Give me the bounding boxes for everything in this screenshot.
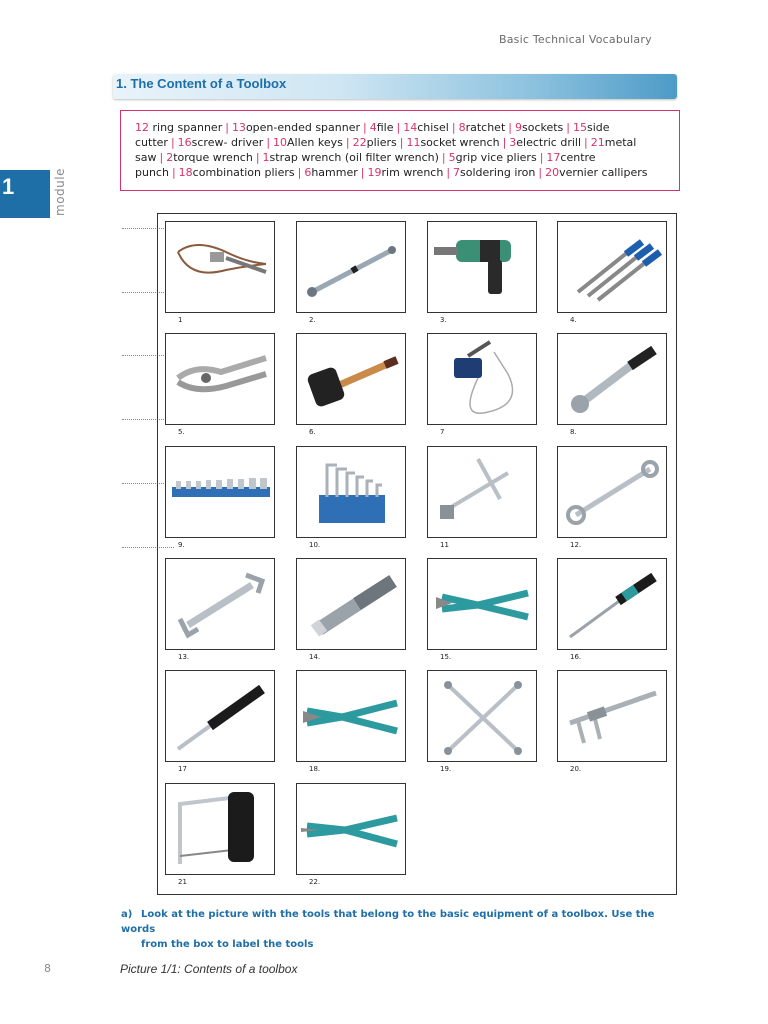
word-box-entry	[178, 136, 264, 149]
grip-vice-pliers-icon	[166, 334, 274, 424]
word-box-word: hammer	[311, 166, 358, 179]
module-label: module	[53, 168, 67, 216]
word-box-separator: |	[566, 121, 571, 134]
tool-number-label: 6.	[309, 428, 316, 436]
vernier-callipers-icon	[558, 671, 666, 761]
word-box-separator: |	[451, 121, 456, 134]
word-box-number: 8	[458, 121, 466, 134]
electric-drill-icon	[428, 222, 536, 312]
word-box-separator: |	[170, 136, 175, 149]
tool-picture	[165, 783, 275, 875]
word-box-number: 9	[514, 121, 522, 134]
tool-picture	[557, 558, 667, 650]
module-tab	[0, 170, 50, 218]
word-box-number: 16	[177, 136, 192, 149]
tool-number-label: 18.	[309, 765, 321, 773]
hammer-icon	[297, 334, 405, 424]
word-box-separator: |	[508, 121, 512, 134]
tool-number-label: 14.	[309, 653, 321, 661]
word-box-number: 11	[406, 136, 421, 149]
running-head: Basic Technical Vocabulary	[499, 33, 652, 46]
tool-picture	[165, 670, 275, 762]
allen-keys-icon	[297, 447, 405, 537]
word-box-word: ring spanner	[149, 121, 223, 134]
tool-picture	[165, 221, 275, 313]
word-box-word: socket wrench	[420, 136, 500, 149]
word-box-entry	[459, 121, 506, 134]
word-box-entry	[304, 166, 357, 179]
soldering-iron-icon	[428, 334, 536, 424]
word-box-word: rim wrench	[381, 166, 444, 179]
word-box-separator: |	[538, 166, 543, 179]
tool-picture	[427, 670, 537, 762]
word-box-word: ratchet	[465, 121, 506, 134]
word-box-entry	[166, 151, 253, 164]
tool-picture	[557, 446, 667, 538]
word-box-word: centre punch	[135, 151, 596, 179]
chisel-icon	[297, 559, 405, 649]
word-box-word: soldering iron	[460, 166, 536, 179]
tool-number-label: 1	[178, 316, 183, 324]
section-title-bar	[113, 74, 677, 99]
word-box-word: vernier callipers	[559, 166, 648, 179]
word-box-separator: |	[345, 136, 350, 149]
tool-number-label: 22.	[309, 878, 321, 886]
word-box-entry	[403, 121, 449, 134]
tool-number-label: 16.	[570, 653, 582, 661]
word-box-word: grip vice pliers	[455, 151, 537, 164]
word-box	[120, 110, 680, 191]
word-box-number: 20	[545, 166, 560, 179]
word-box-word: open-ended spanner	[245, 121, 361, 134]
torque-wrench-icon	[297, 222, 405, 312]
tool-number-label: 12.	[570, 541, 582, 549]
tool-picture	[427, 333, 537, 425]
word-box-number: 21	[590, 136, 605, 149]
word-box-number: 4	[369, 121, 377, 134]
word-box-entry	[509, 136, 581, 149]
tool-number-label: 2.	[309, 316, 316, 324]
tool-picture	[557, 221, 667, 313]
instruction-marker: a)	[121, 909, 133, 920]
tool-number-label: 8.	[570, 428, 577, 436]
word-box-word: file	[376, 121, 394, 134]
word-box-separator: |	[502, 136, 507, 149]
section-title: 1. The Content of a Toolbox	[116, 76, 287, 91]
instruction-line-1: Look at the picture with the tools that belong to the basic equipment of a toolbox. Use the words	[121, 909, 655, 935]
word-box-number: 3	[509, 136, 517, 149]
tool-number-label: 9.	[178, 541, 185, 549]
word-box-entry	[232, 121, 360, 134]
word-box-separator: |	[266, 136, 271, 149]
word-box-number: 15	[573, 121, 588, 134]
word-box-separator: |	[441, 151, 446, 164]
word-box-separator: |	[363, 121, 367, 134]
word-box-word: sockets	[521, 121, 564, 134]
tool-picture	[427, 446, 537, 538]
word-box-word: electric drill	[516, 136, 582, 149]
centre-punch-icon	[166, 671, 274, 761]
word-box-number: 17	[546, 151, 561, 164]
tool-picture	[296, 333, 406, 425]
file-icon	[558, 222, 666, 312]
tool-picture	[296, 221, 406, 313]
word-box-separator: |	[225, 121, 229, 134]
word-box-number: 7	[453, 166, 461, 179]
tool-picture	[296, 558, 406, 650]
word-box-number: 13	[231, 121, 246, 134]
picture-caption: Picture 1/1: Contents of a toolbox	[120, 962, 298, 976]
ratchet-icon	[558, 334, 666, 424]
word-box-number: 1	[262, 151, 270, 164]
word-box-separator: |	[255, 151, 260, 164]
word-box-word: combination pliers	[192, 166, 295, 179]
word-box-separator: |	[399, 136, 404, 149]
word-box-number: 5	[448, 151, 456, 164]
word-box-entry	[135, 121, 222, 134]
tool-picture	[427, 221, 537, 313]
instruction-line-2: from the box to label the tools	[141, 939, 314, 950]
tool-picture	[296, 783, 406, 875]
side-cutter-icon	[428, 559, 536, 649]
word-box-word: Allen keys	[287, 136, 343, 149]
tool-number-label: 11	[440, 541, 449, 549]
tool-number-label: 21	[178, 878, 187, 886]
word-box-word: metal saw	[135, 136, 637, 164]
word-box-word: strap wrench (oil filter wrench)	[269, 151, 439, 164]
pliers-icon	[297, 784, 405, 874]
word-box-entry	[406, 136, 499, 149]
word-box-number: 14	[403, 121, 418, 134]
tool-number-label: 3.	[440, 316, 447, 324]
word-box-number: 22	[352, 136, 367, 149]
word-box-entry	[453, 166, 535, 179]
tool-picture	[165, 558, 275, 650]
word-box-number: 19	[367, 166, 382, 179]
open-ended-spanner-icon	[166, 559, 274, 649]
instruction	[121, 907, 681, 952]
word-box-separator: |	[159, 151, 164, 164]
word-box-separator: |	[297, 166, 302, 179]
word-box-separator: |	[446, 166, 451, 179]
word-box-word: screw- driver	[191, 136, 264, 149]
tool-picture	[165, 333, 275, 425]
module-number: 1	[2, 174, 15, 199]
word-box-entry	[545, 166, 647, 179]
word-box-entry	[263, 151, 439, 164]
tool-number-label: 5.	[178, 428, 185, 436]
tool-number-label: 17	[178, 765, 187, 773]
rim-wrench-icon	[428, 671, 536, 761]
word-box-entry	[370, 121, 394, 134]
tool-number-label: 15.	[440, 653, 452, 661]
word-box-word: chisel	[417, 121, 449, 134]
word-box-entry	[273, 136, 343, 149]
tool-picture	[557, 333, 667, 425]
word-box-separator: |	[171, 166, 176, 179]
sockets-icon	[166, 447, 274, 537]
tool-picture	[165, 446, 275, 538]
screwdriver-icon	[558, 559, 666, 649]
word-box-entry	[353, 136, 397, 149]
word-box-number: 6	[304, 166, 312, 179]
word-box-entry	[515, 121, 563, 134]
word-box-number: 2	[166, 151, 174, 164]
word-box-entry	[367, 166, 443, 179]
tool-picture	[557, 670, 667, 762]
tool-number-label: 19.	[440, 765, 452, 773]
word-box-word: pliers	[366, 136, 397, 149]
word-box-number: 10	[273, 136, 288, 149]
tool-picture	[427, 558, 537, 650]
strap-wrench-icon	[166, 222, 274, 312]
word-box-separator: |	[360, 166, 365, 179]
tool-number-label: 7	[440, 428, 445, 436]
word-box-word: side cutter	[135, 121, 610, 149]
word-box-separator: |	[539, 151, 544, 164]
word-box-number: 12	[135, 121, 149, 134]
tool-number-label: 20.	[570, 765, 582, 773]
tool-number-label: 10.	[309, 541, 321, 549]
word-box-separator: |	[584, 136, 588, 149]
word-box-number: 18	[178, 166, 193, 179]
combination-pliers-icon	[297, 671, 405, 761]
tool-number-label: 13.	[178, 653, 190, 661]
socket-wrench-icon	[428, 447, 536, 537]
tool-number-label: 4.	[570, 316, 577, 324]
tool-picture	[296, 446, 406, 538]
word-box-word: torque wrench	[173, 151, 253, 164]
metal-saw-icon	[166, 784, 274, 874]
page-number: 8	[44, 962, 51, 975]
tool-picture	[296, 670, 406, 762]
word-box-entry	[179, 166, 295, 179]
word-box-separator: |	[396, 121, 401, 134]
ring-spanner-icon	[558, 447, 666, 537]
word-box-entry	[449, 151, 537, 164]
